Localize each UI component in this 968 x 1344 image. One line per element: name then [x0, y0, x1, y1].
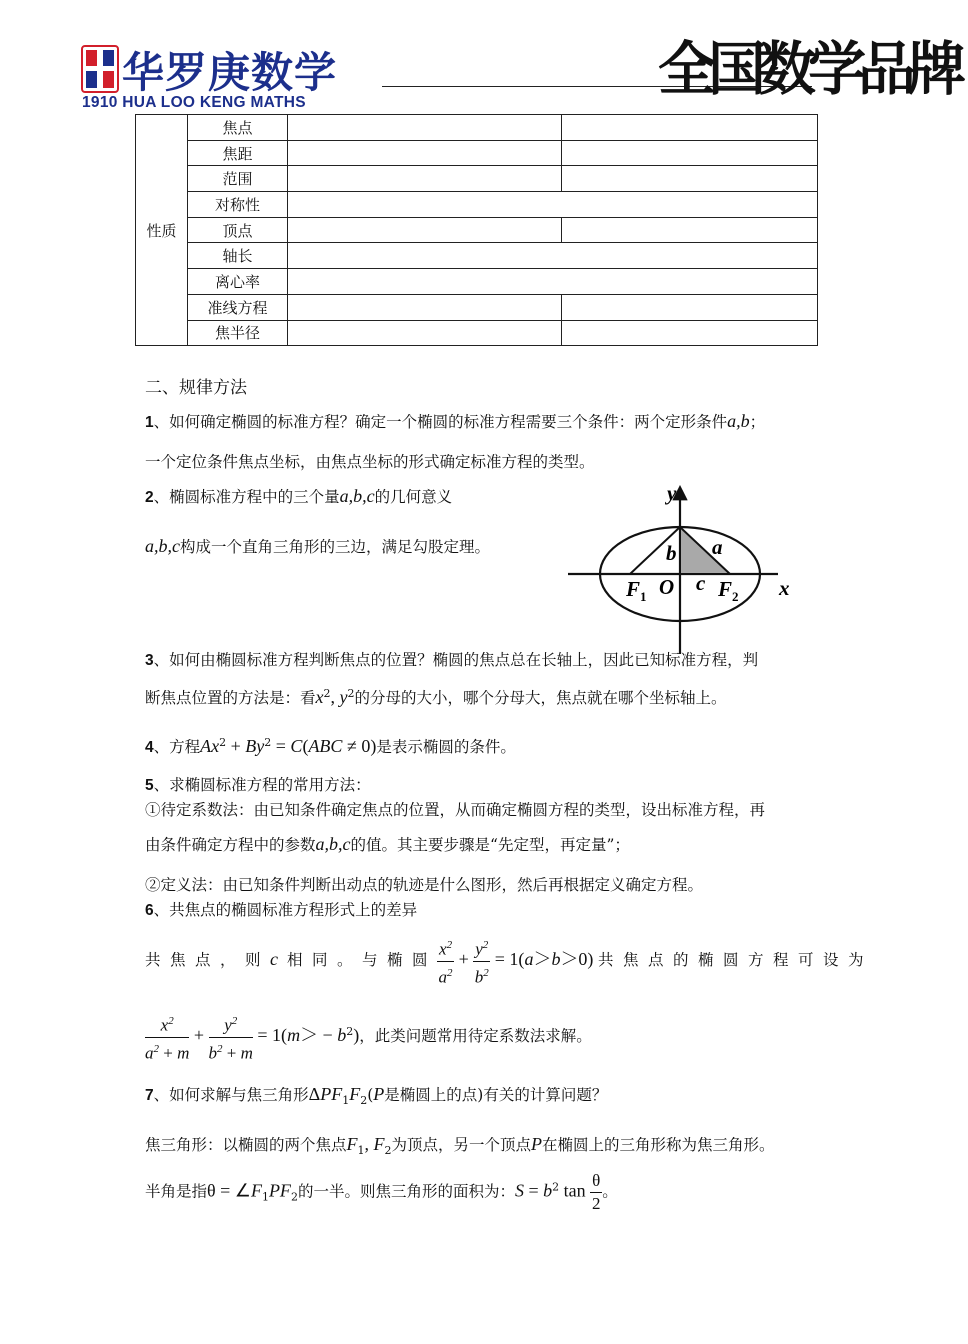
item-2-line-2: [145, 535, 490, 557]
item-2-line-1: [145, 485, 452, 507]
item-text: 的几何意义: [374, 488, 453, 506]
logo-mark-icon: [82, 46, 118, 92]
item-6-line-3: $\frac{x^2}{a^2 + m}$ + $\frac{y^2}{b^2 + m}$ = $1(m> - b^2)$，此类问题常用待定系数法求解。: [145, 1010, 592, 1064]
row-label: 离心率: [188, 269, 288, 295]
cell-blank: [288, 115, 562, 141]
label-y: y: [667, 481, 677, 505]
cell-blank: [288, 269, 818, 295]
item-text: 的值。其主要步骤是“先定型，再定量”；: [350, 836, 630, 854]
brand-char: 数: [758, 35, 819, 103]
table-row: [136, 192, 818, 218]
ellipse-figure: [566, 478, 802, 654]
row-label: 焦距: [188, 140, 288, 166]
item-5-line-1: [145, 773, 371, 795]
item-1-line-1: [145, 410, 765, 432]
item-text: ；: [749, 413, 766, 431]
item-number: 1: [145, 414, 154, 431]
cell-blank: [562, 217, 818, 243]
item-text: 的一半。则焦三角形的面积为：: [297, 1182, 515, 1201]
label-c: c: [696, 571, 706, 595]
table-row: [136, 217, 818, 243]
section-title: 二、规律方法: [145, 378, 247, 398]
item-text: 、共焦点的椭圆标准方程形式上的差异: [153, 901, 418, 919]
item-text: 共焦点的椭圆方程可设为: [597, 951, 873, 970]
math-abc: a,b,c: [145, 536, 180, 556]
item-text: 构成一个直角三角形的三边，满足勾股定理。: [180, 538, 491, 556]
math-p: P: [531, 1134, 543, 1154]
item-text: 、方程: [153, 738, 201, 756]
label-x: x: [779, 576, 790, 600]
item-5-line-2: ①待定系数法：由已知条件确定焦点的位置，从而确定椭圆方程的类型，设出标准方程，再: [145, 801, 766, 819]
row-label: 对称性: [188, 192, 288, 218]
item-text: 相同。与椭圆: [287, 951, 438, 970]
item-text: 为顶点，另一个顶点: [391, 1136, 532, 1154]
item-number: 7: [145, 1087, 154, 1104]
row-label: 轴长: [188, 243, 288, 269]
cell-blank: [288, 243, 818, 269]
item-text: 、如何由椭圆标准方程判断焦点的位置？椭圆的焦点总在长轴上，因此已知标准方程，判: [153, 651, 759, 669]
item-7-line-1: 7、如何求解与焦三角形$\Delta PF_1F_2(P$是椭圆上的点)有关的计算问题？: [145, 1084, 608, 1108]
item-number: 2: [145, 489, 154, 506]
item-text: 是表示椭圆的条件。: [376, 738, 516, 756]
row-label: 焦点: [188, 115, 288, 141]
label-f2: $F_2$: [718, 577, 739, 604]
item-text: 在椭圆上的三角形称为焦三角形。: [542, 1136, 775, 1154]
row-label: 范围: [188, 166, 288, 192]
row-label: 顶点: [188, 217, 288, 243]
cell-blank: [562, 115, 818, 141]
table-row: [136, 166, 818, 192]
item-1-line-2: 一个定位条件焦点坐标，由焦点坐标的形式确定标准方程的类型。: [145, 453, 595, 471]
item-text: (: [367, 1086, 374, 1104]
item-text: 、如何求解与焦三角形: [153, 1086, 309, 1104]
item-text: ，此类问题常用待定系数法求解。: [359, 1027, 592, 1046]
item-number: 3: [145, 652, 154, 669]
label-a: a: [712, 535, 723, 559]
item-number: 4: [145, 739, 154, 756]
cell-blank: [562, 294, 818, 320]
brand-char: 品: [858, 35, 919, 103]
item-text: 焦三角形：以椭圆的两个焦点: [145, 1136, 347, 1154]
logo-subtitle: 1910 HUA LOO KENG MATHS: [82, 94, 306, 111]
cell-blank: [562, 320, 818, 346]
table-row: [136, 294, 818, 320]
item-text: 共焦点，则: [145, 951, 271, 970]
brand-char: 全: [658, 35, 719, 103]
table-row: [136, 320, 818, 346]
item-4-line: 4、方程$Ax^2 + By^2 = C(ABC \ne 0)$是表示椭圆的条件。: [145, 735, 516, 756]
item-text: 、求椭圆标准方程的常用方法：: [153, 776, 371, 794]
item-7-line-2: 焦三角形：以椭圆的两个焦点$F_1$, $F_2$为顶点，另一个顶点P在椭圆上的三角形称为焦三角形。: [145, 1134, 775, 1158]
row-label: 准线方程: [188, 294, 288, 320]
table-row: [136, 269, 818, 295]
item-3-line-2: 断焦点位置的方法是：看$x^2$, $y^2$的分母的大小，哪个分母大，焦点就在哪个坐标轴上。: [145, 686, 727, 707]
item-3-line-1: [145, 648, 758, 670]
table-row: [136, 115, 818, 141]
cell-blank: [288, 294, 562, 320]
item-text: 、椭圆标准方程中的三个量: [153, 488, 340, 506]
label-f1: $F_1$: [626, 577, 647, 604]
item-text: 由条件确定方程中的参数: [145, 836, 316, 854]
math-p: P: [373, 1084, 385, 1104]
ellipse-properties-table: [135, 114, 818, 346]
brand-char: 牌: [908, 35, 968, 103]
brand-char: 国: [708, 35, 769, 103]
item-number: 5: [145, 777, 154, 794]
cell-blank: [288, 192, 818, 218]
math-abc: a,b,c: [339, 486, 375, 506]
math-c: c: [270, 949, 279, 970]
label-origin: O: [659, 575, 675, 599]
item-text: 是椭圆上的点)有关的计算问题？: [384, 1086, 608, 1104]
cell-blank: [288, 217, 562, 243]
item-number: 6: [145, 902, 154, 919]
group-label: 性质: [136, 115, 188, 346]
logo-title: 华罗庚数学: [122, 48, 338, 97]
math-abc: a,b,c: [315, 834, 351, 854]
cell-blank: [562, 140, 818, 166]
cell-blank: [562, 166, 818, 192]
item-7-line-3: 半角是指$\theta = \angle F_1PF_2$的一半。则焦三角形的面积为：$S = b^2$ tan $\frac{\theta}{2}$ 。: [145, 1171, 618, 1213]
item-text: 半角是指: [145, 1182, 208, 1201]
label-b: b: [666, 541, 677, 565]
cell-blank: [288, 166, 562, 192]
table-row: [136, 140, 818, 166]
cell-blank: [288, 320, 562, 346]
item-5-line-4: ②定义法：由已知条件判断出动点的轨迹是什么图形，然后再根据定义确定方程。: [145, 876, 704, 894]
item-6-line-2: 共焦点，则c 相同。与椭圆 $\frac{x^2}{a^2}$ + $\frac{y^2}{b^2}$ = 1(a＞b＞0) 共焦点的椭圆方程可设为: [145, 934, 873, 988]
item-text: 的分母的大小，哪个分母大，焦点就在哪个坐标轴上。: [354, 689, 727, 707]
brand-char: 学: [808, 35, 869, 103]
item-6-line-1: [145, 898, 417, 920]
item-text: 断焦点位置的方法是：看: [145, 689, 316, 707]
row-label: 焦半径: [188, 320, 288, 346]
item-5-line-3: [145, 833, 630, 855]
math-ab: a,b: [727, 411, 750, 431]
item-text: 。: [602, 1182, 618, 1201]
table-row: [136, 243, 818, 269]
item-text: 、如何确定椭圆的标准方程？确定一个椭圆的标准方程需要三个条件：两个定形条件: [153, 413, 728, 431]
cell-blank: [288, 140, 562, 166]
